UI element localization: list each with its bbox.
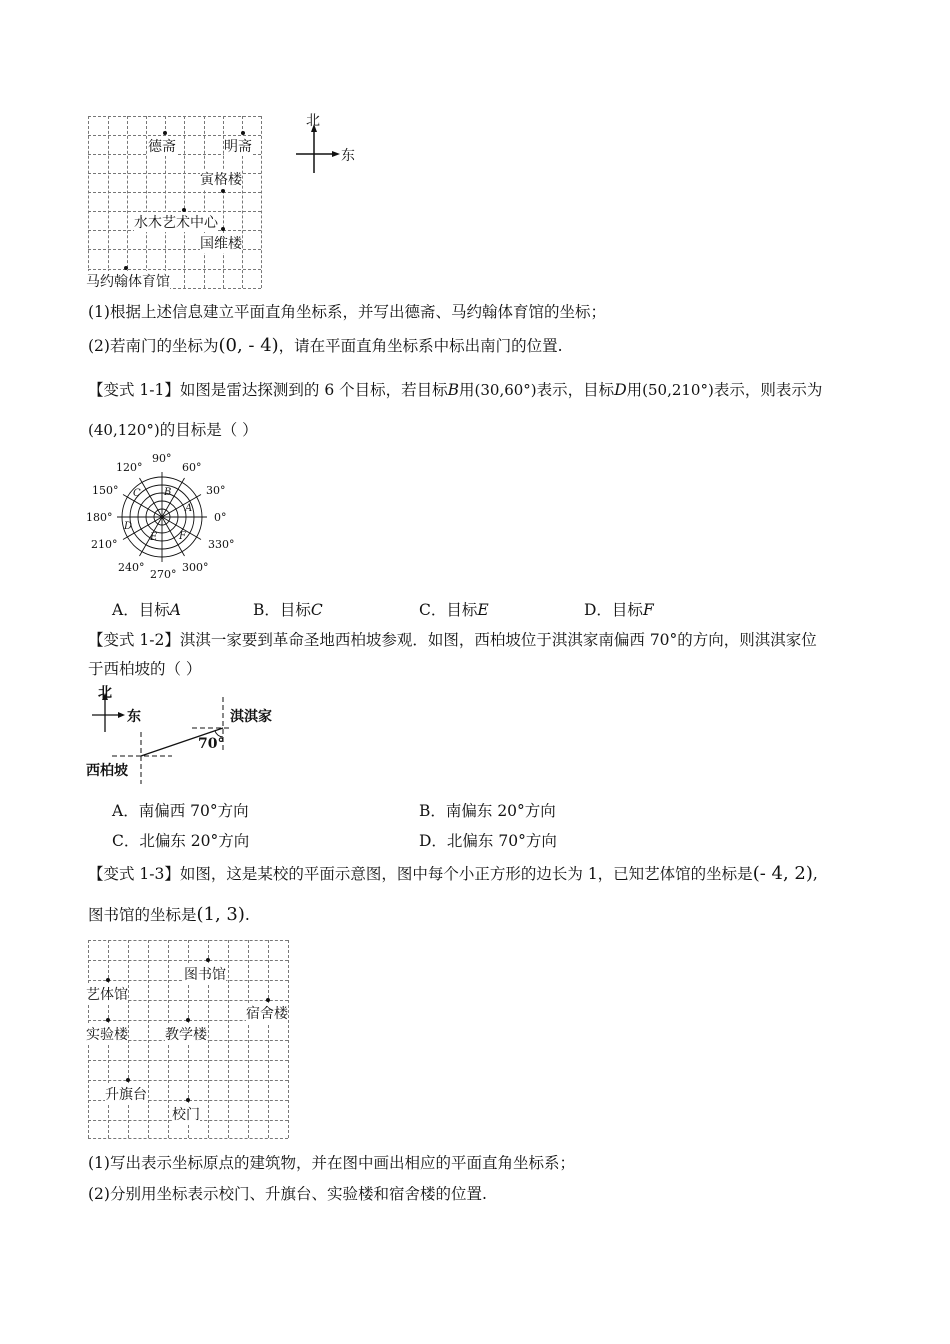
library-point [206,958,210,962]
v13-line2: 图书馆的坐标是(1, 3). [88,904,250,925]
direction-diagram [84,684,314,784]
gym-label: 马约翰体育馆 [86,271,170,291]
yinge-point [221,189,225,193]
v11-option-d[interactable]: D．目标F [584,601,654,619]
shuimu-label: 水木艺术中心 [134,212,218,232]
dezhai-label: 德斋 [148,136,176,156]
radar-angle-330: 330° [208,538,235,551]
north-label: 北 [306,113,320,129]
radar-target-A: A [185,503,193,514]
radar-target-F: F [179,531,186,542]
v12-line1: 【变式 1-2】淇淇一家要到革命圣地西柏坡参观．如图，西柏坡位于淇淇家南偏西 70°的方向，则淇淇家位 [88,631,817,649]
gate-point [186,1098,190,1102]
dir-north-label: 北 [98,685,112,701]
v12-option-a[interactable]: A．南偏西 70°方向 [112,802,249,820]
dir-east-label: 东 [127,709,141,725]
campus-map-1 [86,114,266,290]
radar-angle-180: 180° [86,511,113,524]
v11-option-b[interactable]: B．目标C [253,601,323,619]
radar-target-E: E [150,532,158,543]
guowei-point [221,227,225,231]
radar-angle-150: 150° [92,484,119,497]
radar-angle-210: 210° [91,538,118,551]
teaching-label: 教学楼 [165,1024,207,1044]
v13-part2: (2)分别用坐标表示校门、升旗台、实验楼和宿舍楼的位置. [88,1185,487,1203]
teaching-point [186,1018,190,1022]
radar-angle-240: 240° [118,561,145,574]
flag-point [126,1078,130,1082]
guowei-label: 国维楼 [200,233,242,253]
radar-angle-0: 0° [214,511,227,524]
dezhai-point [163,131,167,135]
compass-1 [292,110,362,180]
radar-target-D: D [124,521,133,532]
radar-angle-120: 120° [116,461,143,474]
dorm-label: 宿舍楼 [246,1003,288,1023]
gym-point [124,266,128,270]
radar-target-B: B [164,487,172,498]
v11-line2: (40,120°)的目标是（ ） [88,421,258,439]
angle-label: 70° [198,736,225,752]
art-hall-label: 艺体馆 [86,984,128,1004]
v11-line1: 【变式 1-1】如图是雷达探测到的 6 个目标，若目标B用(30,60°)表示，目标D用(50,210°)表示，则表示为 [88,381,823,399]
q1-part1: (1)根据上述信息建立平面直角坐标系，并写出德斋、马约翰体育馆的坐标； [88,303,606,321]
radar-angle-270: 270° [150,568,177,581]
school-map [86,938,292,1140]
art-hall-point [106,978,110,982]
mingzhai-label: 明斋 [224,136,252,156]
v11-option-a[interactable]: A．目标A [112,601,181,619]
lab-label: 实验楼 [86,1024,128,1044]
mingzhai-point [241,131,245,135]
radar-target-C: C [133,488,141,499]
v11-option-c[interactable]: C．目标E [419,601,489,619]
lab-point [106,1018,110,1022]
radar-angle-90: 90° [152,452,172,465]
radar-angle-300: 300° [182,561,209,574]
radar-angle-60: 60° [182,461,202,474]
radar-angle-30: 30° [206,484,226,497]
v12-option-c[interactable]: C．北偏东 20°方向 [112,832,250,850]
v12-option-d[interactable]: D．北偏东 70°方向 [419,832,557,850]
gate-label: 校门 [172,1104,200,1124]
q1-part2: (2)若南门的坐标为(0, - 4)，请在平面直角坐标系中标出南门的位置. [88,335,563,356]
yinge-label: 寅格楼 [200,169,242,189]
xibaipo-label: 西柏坡 [86,763,128,779]
library-label: 图书馆 [184,964,226,984]
v12-line2: 于西柏坡的（ ） [88,660,202,678]
home-label: 淇淇家 [230,709,272,725]
flag-label: 升旗台 [105,1084,147,1104]
dorm-point [266,998,270,1002]
radar-diagram [84,450,240,586]
v13-part1: (1)写出表示坐标原点的建筑物，并在图中画出相应的平面直角坐标系； [88,1154,575,1172]
v12-option-b[interactable]: B．南偏东 20°方向 [419,802,556,820]
east-label: 东 [341,148,355,164]
v13-line1: 【变式 1-3】如图，这是某校的平面示意图，图中每个小正方形的边长为 1，已知艺体馆的坐标是(- 4, 2), [88,863,818,884]
